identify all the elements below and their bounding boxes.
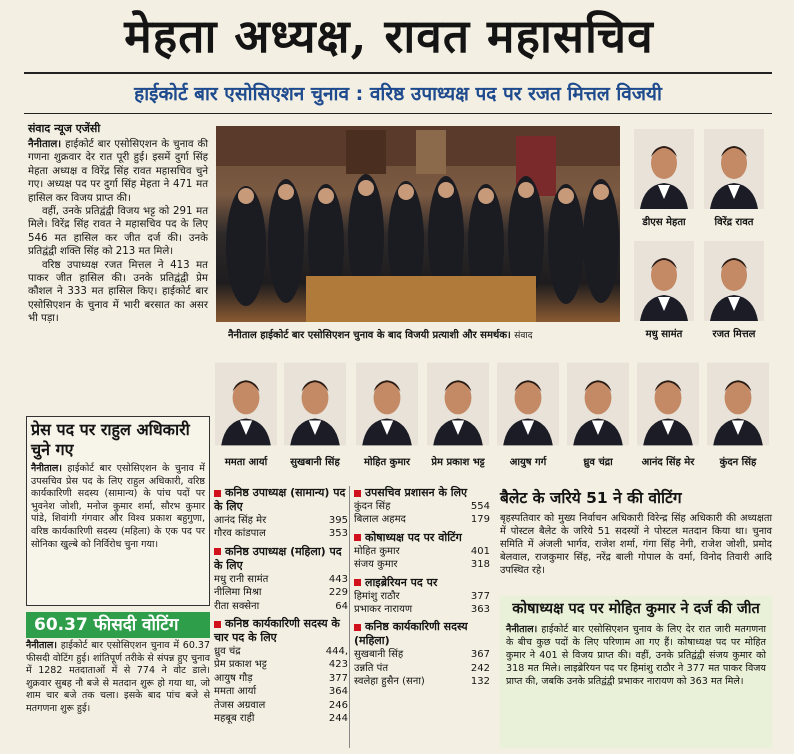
result-row xyxy=(214,645,348,658)
candidate-name: हिमांशु राठौर xyxy=(354,590,400,602)
portrait-name: आयुष गर्ग xyxy=(509,457,547,468)
result-row xyxy=(214,527,348,540)
result-row xyxy=(214,586,348,599)
portrait-p0 xyxy=(215,356,277,468)
result-row xyxy=(354,500,490,513)
result-row xyxy=(354,648,490,661)
result-row xyxy=(214,514,348,527)
result-section xyxy=(354,620,490,688)
result-row xyxy=(214,573,348,586)
result-row xyxy=(354,545,490,558)
vote-count: 179 xyxy=(470,514,490,526)
result-section xyxy=(354,486,490,527)
portrait-photo xyxy=(704,238,764,324)
portrait-p3 xyxy=(427,356,489,468)
group-photo-caption: नैनीताल हाईकोर्ट बार एसोसिएशन चुनाव के बाद विजयी प्रत्याशी और समर्थक। संवाद xyxy=(228,330,533,341)
vote-count: 554 xyxy=(470,501,490,512)
bullet-square-icon xyxy=(214,490,221,497)
group-photo-credit: संवाद xyxy=(514,331,533,341)
portrait-name: मधु सामंत xyxy=(645,329,683,340)
portrait-p7 xyxy=(707,356,769,468)
result-section xyxy=(214,486,348,541)
portrait-r1 xyxy=(704,126,764,228)
result-row xyxy=(354,675,490,688)
bullet-square-icon xyxy=(354,490,361,497)
portrait-name: विरेंद्र रावत xyxy=(714,217,754,228)
candidate-name: प्रेम प्रकाश भट्ट xyxy=(214,659,267,671)
press-box-text: नैनीताल। हाईकोर्ट बार एसोसिएशन के चुनाव में उपसचिव प्रेस पद के लिए राहुल अधिकारी, वरिष्ठ कार्यकारिणी सदस्य (सामान्य) के पांच पदों पर भुवनेश जोशी, मनोज कुमार शर्मा, सौरभ कुमार पांडे, शिवांगी गंगवार और विश्व प्रकाश बहुगुणा, वरिष्ठ कार्यकारिणी सदस्य (महिला) के एक पद पर सोनिका खुल्बे को निर्विरोध चुना गया। xyxy=(31,463,205,550)
result-row xyxy=(354,558,490,571)
portrait-r3 xyxy=(704,238,764,340)
portrait-r2 xyxy=(634,238,694,340)
vote-count: 367 xyxy=(470,649,490,661)
vote-count: 132 xyxy=(470,676,490,688)
result-section-title: कनिष्ठ कार्यकारिणी सदस्य (महिला) xyxy=(354,620,468,648)
treasurer-box xyxy=(500,596,772,748)
vote-count: 318 xyxy=(470,559,490,571)
candidate-name: संजय कुमार xyxy=(354,559,398,571)
candidate-name: महबूब राही xyxy=(214,713,255,725)
turnout-text: नैनीताल। हाईकोर्ट बार एसोसिएशन चुनाव में 60.37 फीसदी वोटिंग हुई। शांतिपूर्ण तरीके से संपन्न हुए चुनाव में 1282 मतदाताओं में से 774 ने वोट डाले। शुक्रवार सुबह नौ बजे से मतदान शुरू हो गया था, जो शाम चार बजे तक चला। इसके बाद पांच बजे से मतगणना शुरू हुई। xyxy=(26,640,210,714)
main-story-p2: वहीं, उनके प्रतिद्वंद्वी विजय भट्ट को 291 मत मिले। विरेंद्र सिंह रावत ने महासचिव पद के लिए 546 मत हासिल कर जीत दर्ज की। उनके प्रतिद्वंद्वी शक्ति सिंह को 213 मत मिले। xyxy=(28,206,208,258)
candidate-name: स्वलेहा हुसैन (सना) xyxy=(354,676,425,688)
result-section-title: उपसचिव प्रशासन के लिए xyxy=(354,486,490,500)
candidate-name: उन्नति पंत xyxy=(354,662,389,674)
main-story-p3: वरिष्ठ उपाध्यक्ष रजत मित्तल ने 413 मत पाकर जीत हासिल की। उनके प्रतिद्वंद्वी प्रेम कौशल ने 333 मत हासिल किए। हाईकोर्ट बार एसोसिएशन के चुनाव में भारी बरसात का असर भी पड़ा। xyxy=(28,259,208,325)
vote-count: 395 xyxy=(328,515,348,526)
bullet-square-icon xyxy=(214,548,221,555)
portrait-photo xyxy=(634,126,694,212)
portrait-photo xyxy=(427,356,489,452)
result-section-title: लाइब्रेरियन पद पर xyxy=(354,576,490,590)
portrait-name: सुखबानी सिंह xyxy=(290,457,340,468)
candidate-name: नीलिमा मिश्रा xyxy=(214,587,262,599)
result-row xyxy=(354,513,490,526)
bullet-square-icon xyxy=(214,621,221,628)
portrait-r0 xyxy=(634,126,694,228)
headline: मेहता अध्यक्ष, रावत महासचिव xyxy=(124,9,654,63)
portrait-p6 xyxy=(637,356,699,468)
result-row xyxy=(354,590,490,603)
result-row xyxy=(214,658,348,671)
portrait-name: ममता आर्या xyxy=(224,457,268,468)
candidate-name: मोहित कुमार xyxy=(354,545,400,557)
candidate-name: आयुष गौड़ xyxy=(214,672,253,684)
candidate-name: मधु रानी सामंत xyxy=(214,573,269,585)
treasurer-title: कोषाध्यक्ष पद पर मोहित कुमार ने दर्ज की जीत xyxy=(512,601,760,617)
portrait-photo xyxy=(356,356,418,452)
portrait-photo xyxy=(284,356,346,452)
portrait-name: डीएस मेहता xyxy=(642,217,686,228)
candidate-name: प्रभाकर नारायण xyxy=(354,604,413,616)
candidate-name: ममता आर्या xyxy=(214,686,257,698)
press-box-title: प्रेस पद पर राहुल अधिकारी चुने गए xyxy=(31,420,190,459)
vote-count: 244 xyxy=(328,713,348,725)
result-section xyxy=(214,545,348,613)
portrait-photo xyxy=(704,126,764,212)
candidate-name: तेजस अग्रवाल xyxy=(214,699,266,711)
result-row xyxy=(214,712,348,725)
turnout-title: 60.37 फीसदी वोटिंग xyxy=(26,612,210,638)
result-row xyxy=(214,672,348,685)
candidate-name: बिलाल अहमद xyxy=(354,514,406,526)
vote-count: 401 xyxy=(470,545,490,557)
result-section-title: कनिष्ठ कार्यकारिणी सदस्य के चार पद के लिए xyxy=(214,617,340,645)
result-row xyxy=(214,600,348,613)
candidate-name: ध्रुव चंद्र xyxy=(214,646,241,658)
treasurer-text: नैनीताल। हाईकोर्ट बार एसोसिएशन चुनाव के लिए देर रात जारी मतगणना के बीच कुछ पदों के लिए परिणाम आ गए हैं। कोषाध्यक्ष पद पर मोहित कुमार ने 401 से विजय प्राप्त की। वहीं, उनके प्रतिद्वंद्वी संजय कुमार को 318 मत मिले। लाइब्रेरियन पद पर हिमांशु राठौर ने 377 मत पाकर विजय प्राप्त की, जबकि उनके प्रतिद्वंद्वी प्रभाकर नारायण को 363 मत मिले। xyxy=(506,624,766,687)
vote-count: 64 xyxy=(335,600,348,612)
vote-count: 364 xyxy=(328,686,348,698)
bullet-square-icon xyxy=(354,624,361,631)
vote-count: 377 xyxy=(328,672,348,684)
candidate-name: सुखबानी सिंह xyxy=(354,649,404,661)
vote-count: 363 xyxy=(470,604,490,616)
vote-count: 246 xyxy=(328,699,348,711)
result-section xyxy=(354,531,490,572)
portrait-photo xyxy=(497,356,559,452)
candidate-name: रीता सक्सेना xyxy=(214,600,260,612)
bullet-square-icon xyxy=(354,579,361,586)
subheadline-rule xyxy=(24,113,772,114)
portrait-p4 xyxy=(497,356,559,468)
portrait-p1 xyxy=(284,356,346,468)
result-row xyxy=(214,685,348,698)
group-photo-illustration xyxy=(216,126,620,322)
portrait-name: रजत मित्तल xyxy=(712,329,756,340)
results-col-2 xyxy=(354,486,490,693)
result-row xyxy=(354,603,490,616)
result-row xyxy=(214,699,348,712)
candidate-name: कुंदन सिंह xyxy=(354,501,391,512)
portrait-photo xyxy=(707,356,769,452)
candidate-name: आनंद सिंह मेर xyxy=(214,515,267,526)
result-section-title: कनिष्ठ उपाध्यक्ष (सामान्य) पद के लिए xyxy=(214,486,346,513)
portrait-photo xyxy=(637,356,699,452)
portrait-name: कुंदन सिंह xyxy=(719,457,757,468)
ballot-title: बैलेट के जरिये 51 ने की वोटिंग xyxy=(500,489,682,507)
portrait-photo xyxy=(634,238,694,324)
main-story-p1: नैनीताल। हाईकोर्ट बार एसोसिएशन के चुनाव की गणना शुक्रवार देर रात पूरी हुई। इसमें दुर्गा सिंह मेहता अध्यक्ष व विरेंद्र सिंह रावत महासचिव चुने गए। अध्यक्ष पद पर दुर्गा सिंह मेहता ने 471 मत हासिल कर विजय प्राप्त की। xyxy=(28,139,208,204)
results-col-1 xyxy=(214,486,348,729)
portrait-name: आनंद सिंह मेर xyxy=(641,457,695,468)
results-divider xyxy=(349,486,350,748)
vote-count: 242 xyxy=(470,662,490,674)
vote-count: 377 xyxy=(470,590,490,602)
portrait-p5 xyxy=(567,356,629,468)
portrait-p2 xyxy=(356,356,418,468)
portrait-name: ध्रुव चंद्रा xyxy=(583,457,613,468)
ballot-text: बृहस्पतिवार को मुख्य निर्वाचन अधिकारी विरेन्द्र सिंह अधिकारी की अध्यक्षता में पोस्टल बैलेट के जरिये 51 सदस्यों ने पोस्टल मतदान किया था। चुनाव समिति में अंजली भार्गव, राजेश शर्मा, गंगा सिंह नेगी, राजेश जोशी, प्रमोद बेलवाल, राजकुमार सिंह, नरेंद्र बाली गोपाल के वर्मा, विनोद तिवारी आदि उपस्थित रहे। xyxy=(500,513,772,576)
portrait-name: प्रेम प्रकाश भट्ट xyxy=(431,457,485,468)
press-box xyxy=(26,416,210,606)
byline: संवाद न्यूज एजेंसी xyxy=(28,122,101,135)
result-section-title: कोषाध्यक्ष पद पर वोटिंग xyxy=(354,531,490,545)
bullet-square-icon xyxy=(354,534,361,541)
portrait-name: मोहित कुमार xyxy=(364,457,410,468)
vote-count: 443 xyxy=(328,573,348,585)
result-section xyxy=(214,617,348,725)
result-row xyxy=(354,662,490,675)
headline-rule xyxy=(24,72,772,74)
vote-count: 423 xyxy=(328,659,348,671)
portrait-photo xyxy=(215,356,277,452)
group-photo xyxy=(216,126,620,322)
subheadline: हाईकोर्ट बार एसोसिएशन चुनाव : वरिष्ठ उपाध्यक्ष पद पर रजत मित्तल विजयी xyxy=(134,83,662,105)
vote-count: 444, xyxy=(325,646,348,658)
candidate-name: गौरव कांडपाल xyxy=(214,528,266,540)
result-section xyxy=(354,576,490,617)
portrait-photo xyxy=(567,356,629,452)
vote-count: 229 xyxy=(328,587,348,599)
result-section-title: कनिष्ठ उपाध्यक्ष (महिला) पद के लिए xyxy=(214,544,342,572)
vote-count: 353 xyxy=(328,528,348,540)
main-story xyxy=(28,138,208,326)
